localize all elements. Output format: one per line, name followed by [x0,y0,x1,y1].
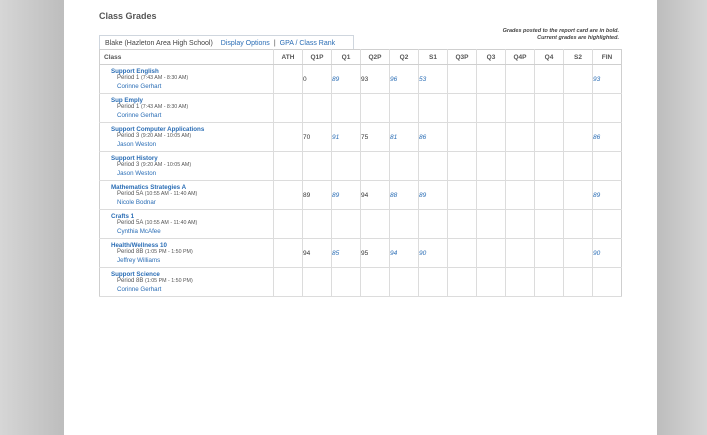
grade-cell-q1 [332,210,361,239]
grade-cell-fin[interactable]: 89 [593,181,622,210]
period-label: Period 1 [117,75,140,82]
period-time: (7:43 AM - 8:30 AM) [141,75,189,82]
column-header-q2: Q2 [390,50,419,65]
class-name-link[interactable]: Support History [111,154,158,162]
grade-cell-q4p [506,181,535,210]
grade-cell-q3p [448,268,477,297]
grade-cell-q1p: 70 [303,123,332,152]
grade-cell-q4 [535,123,564,152]
class-cell [100,152,274,181]
grade-cell-q2[interactable]: 81 [390,123,419,152]
left-margin [0,0,64,435]
table-row [100,65,622,94]
grade-cell-q4p [506,239,535,268]
period-time: (10:55 AM - 11:40 AM) [144,191,198,198]
grade-cell-q2p: 75 [361,123,390,152]
grade-cell-q3 [477,210,506,239]
class-name-link[interactable]: Health/Wellness 10 [111,241,167,249]
grade-cell-q1p: 89 [303,181,332,210]
period-time: (7:43 AM - 8:30 AM) [141,104,189,111]
grade-cell-q2 [390,94,419,123]
grade-cell-q2[interactable]: 96 [390,65,419,94]
grade-cell-q2 [390,152,419,181]
tab-separator: | [273,39,276,47]
class-name-link[interactable]: Mathematics Strategies A [111,183,187,191]
grade-cell-q1[interactable]: 89 [332,181,361,210]
column-header-s1: S1 [419,50,448,65]
grade-cell-q4 [535,181,564,210]
grade-cell-q4p [506,65,535,94]
class-name-link[interactable]: Support Computer Applications [111,125,205,133]
grade-cell-s1[interactable]: 90 [419,239,448,268]
grade-cell-q1 [332,152,361,181]
grade-cell-q3p [448,181,477,210]
grade-cell-fin [593,210,622,239]
grade-cell-q4 [535,239,564,268]
grade-cell-s1[interactable]: 53 [419,65,448,94]
class-cell [100,239,274,268]
grade-cell-q3p [448,152,477,181]
class-cell [100,210,274,239]
grade-cell-q1p [303,268,332,297]
grade-cell-fin [593,268,622,297]
table-row [100,268,622,297]
teacher-link[interactable]: Corinne Gerhart [117,111,162,119]
grade-cell-q1p: 0 [303,65,332,94]
grade-cell-ath [274,181,303,210]
grade-cell-ath [274,94,303,123]
grade-cell-q1p: 94 [303,239,332,268]
period-label: Period 8B [117,249,144,256]
class-cell [100,123,274,152]
teacher-link[interactable]: Jason Weston [117,169,157,177]
note-highlighted: Current grades are highlighted. [537,35,619,41]
teacher-link[interactable]: Nicole Bodnar [117,198,156,206]
grade-cell-q1p [303,210,332,239]
teacher-link[interactable]: Cynthia McAfee [117,227,161,235]
period-label: Period 5A [117,191,144,198]
grade-cell-q3 [477,239,506,268]
grade-cell-q3 [477,94,506,123]
grade-cell-ath [274,210,303,239]
period-label: Period 3 [117,133,140,140]
grade-cell-q4p [506,123,535,152]
display-options-link[interactable]: Display Options [220,39,270,47]
period-label: Period 5A [117,220,144,227]
grade-cell-q3 [477,65,506,94]
grade-cell-q4p [506,210,535,239]
table-row [100,181,622,210]
grade-cell-q4 [535,210,564,239]
period-info [111,278,273,286]
column-header-s2: S2 [564,50,593,65]
period-info [111,220,273,228]
grades-table [99,49,622,297]
grade-cell-q2p [361,210,390,239]
grade-cell-fin[interactable]: 93 [593,65,622,94]
grade-cell-q1[interactable]: 85 [332,239,361,268]
gpa-class-rank-link[interactable]: GPA / Class Rank [279,39,336,47]
grade-cell-q2p: 93 [361,65,390,94]
period-info [111,75,273,83]
grade-cell-q2 [390,268,419,297]
table-row [100,239,622,268]
teacher-link[interactable]: Jeffrey Williams [117,256,161,264]
grade-cell-q2p: 95 [361,239,390,268]
column-header-q4p: Q4P [506,50,535,65]
column-header-q3: Q3 [477,50,506,65]
grade-cell-q1p [303,152,332,181]
grade-cell-q2p [361,268,390,297]
column-header-ath: ATH [274,50,303,65]
grade-cell-q2 [390,210,419,239]
grade-cell-q4 [535,268,564,297]
period-label: Period 8B [117,278,144,285]
column-header-class: Class [100,50,274,65]
grade-cell-q3 [477,123,506,152]
period-info [111,249,273,257]
grade-cell-q1p [303,94,332,123]
period-label: Period 1 [117,104,140,111]
grade-cell-s2 [564,210,593,239]
period-time: (1:05 PM - 1:50 PM) [145,278,193,285]
grade-cell-s2 [564,181,593,210]
grade-cell-q4 [535,152,564,181]
period-time: (1:05 PM - 1:50 PM) [145,249,193,256]
column-header-q1: Q1 [332,50,361,65]
period-label: Period 3 [117,162,140,169]
grade-cell-q1 [332,268,361,297]
teacher-link[interactable]: Corinne Gerhart [117,82,162,90]
column-header-q4: Q4 [535,50,564,65]
teacher-link[interactable]: Corinne Gerhart [117,285,162,293]
table-row [100,94,622,123]
grade-cell-q2[interactable]: 88 [390,181,419,210]
right-margin [657,0,707,435]
grade-cell-q3p [448,123,477,152]
class-name-link[interactable]: Crafts 1 [111,212,135,220]
class-name-link[interactable]: Support Science [111,270,160,278]
grade-cell-ath [274,123,303,152]
note-bold: Grades posted to the report card are in bold. [502,28,619,34]
teacher-link[interactable]: Jason Weston [117,140,157,148]
grade-cell-q3p [448,210,477,239]
grade-cell-q3 [477,181,506,210]
student-selector[interactable]: Blake (Hazleton Area High School) [105,39,213,47]
table-row [100,210,622,239]
grade-cell-fin[interactable]: 86 [593,123,622,152]
student-tab-bar [99,35,354,50]
grade-notes [503,28,619,42]
grade-cell-q2p: 94 [361,181,390,210]
grade-cell-q3 [477,152,506,181]
class-cell [100,181,274,210]
grade-cell-q2[interactable]: 94 [390,239,419,268]
grade-cell-s1[interactable]: 86 [419,123,448,152]
grade-cell-fin[interactable]: 90 [593,239,622,268]
period-info [111,133,273,141]
period-time: (9:20 AM - 10:05 AM) [141,162,192,169]
grade-cell-ath [274,65,303,94]
header-row [100,50,622,65]
period-time: (10:55 AM - 11:40 AM) [144,220,198,227]
grade-cell-s2 [564,239,593,268]
grade-cell-s1 [419,94,448,123]
class-cell [100,65,274,94]
grade-cell-q2p [361,152,390,181]
class-cell [100,94,274,123]
grade-cell-q1[interactable]: 91 [332,123,361,152]
grade-cell-q1[interactable]: 89 [332,65,361,94]
grade-cell-q3p [448,65,477,94]
grade-cell-s1[interactable]: 89 [419,181,448,210]
grade-cell-ath [274,152,303,181]
table-row [100,152,622,181]
grade-cell-s2 [564,268,593,297]
period-info [111,104,273,112]
class-name-link[interactable]: Sup Emply [111,96,143,104]
class-cell [100,268,274,297]
grade-cell-q4 [535,94,564,123]
page-title: Class Grades [99,11,157,21]
grade-cell-s1 [419,152,448,181]
period-info [111,162,273,170]
grade-cell-ath [274,268,303,297]
grade-cell-q4p [506,94,535,123]
table-row [100,123,622,152]
column-header-q2p: Q2P [361,50,390,65]
grade-cell-q4p [506,268,535,297]
grade-cell-q3 [477,268,506,297]
period-time: (9:20 AM - 10:05 AM) [141,133,192,140]
column-header-fin: FIN [593,50,622,65]
class-name-link[interactable]: Support English [111,67,159,75]
grade-cell-ath [274,239,303,268]
grade-cell-s1 [419,210,448,239]
grade-cell-s2 [564,65,593,94]
grade-cell-q4 [535,65,564,94]
grade-cell-q3p [448,239,477,268]
column-header-q3p: Q3P [448,50,477,65]
grade-cell-q4p [506,152,535,181]
grade-cell-s2 [564,123,593,152]
grade-cell-q2p [361,94,390,123]
grade-cell-fin [593,152,622,181]
grade-cell-s2 [564,152,593,181]
grade-cell-q3p [448,94,477,123]
column-header-q1p: Q1P [303,50,332,65]
grade-cell-s2 [564,94,593,123]
grade-cell-s1 [419,268,448,297]
grade-cell-fin [593,94,622,123]
period-info [111,191,273,199]
grade-cell-q1 [332,94,361,123]
